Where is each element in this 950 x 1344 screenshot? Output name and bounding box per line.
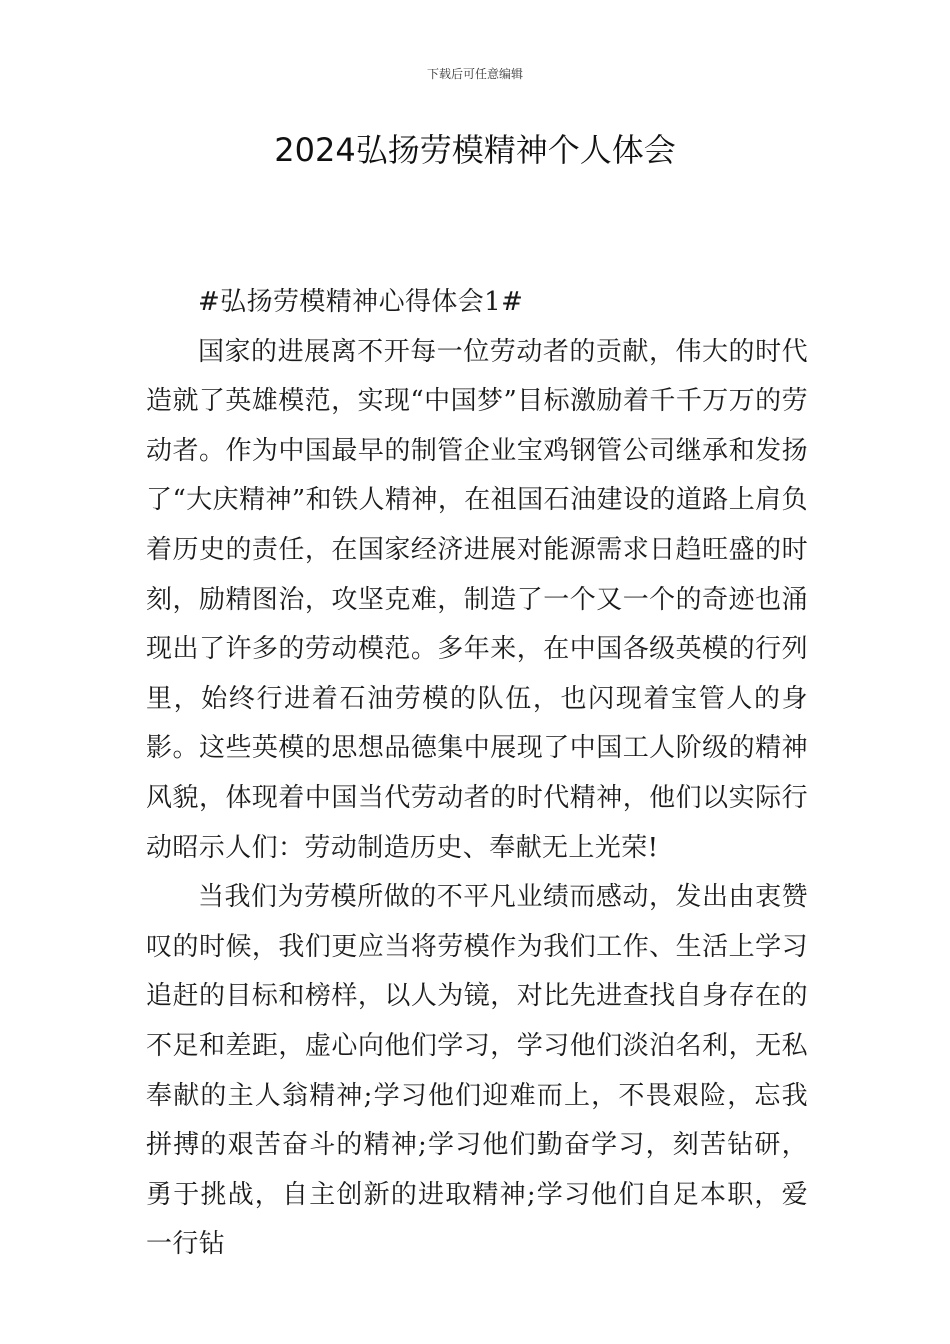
header-note: 下载后可任意编辑 [426, 67, 523, 81]
document-body [146, 278, 808, 1270]
section-heading: #弘扬劳模精神心得体会1# [198, 287, 524, 317]
paragraph-1: 国家的进展离不开每一位劳动者的贡献，伟大的时代造就了英雄模范，实现“中国梦”目标激励着千千万万的劳动者。作为中国最早的制管企业宝鸡钢管公司继承和发扬了“大庆精神”和铁人精神，在祖国石油建设的道路上肩负着历史的责任，在国家经济进展对能源需求日趋旺盛的时刻，励精图治，攻坚克难，制造了一个又一个的奇迹也涌现出了许多的劳动模范。多年来，在中国各级英模的行列里，始终行进着石油劳模的队伍，也闪现着宝管人的身影。这些英模的思想品德集中展现了中国工人阶级的精神风貌，体现着中国当代劳动者的时代精神，他们以实际行动昭示人们：劳动制造历史、奉献无上光荣! [146, 336, 808, 863]
paragraph-2: 当我们为劳模所做的不平凡业绩而感动，发出由衷赞叹的时候，我们更应当将劳模作为我们工作、生活上学习追赶的目标和榜样，以人为镜，对比先进查找自身存在的不足和差距，虚心向他们学习，学习他们淡泊名利，无私奉献的主人翁精神;学习他们迎难而上，不畏艰险，忘我拼搏的艰苦奋斗的精神;学习他们勤奋学习，刻苦钻研，勇于挑战，自主创新的进取精神;学习他们自足本职，爱一行钻 [146, 882, 808, 1260]
document-title: 2024弘扬劳模精神个人体会 [274, 131, 676, 169]
